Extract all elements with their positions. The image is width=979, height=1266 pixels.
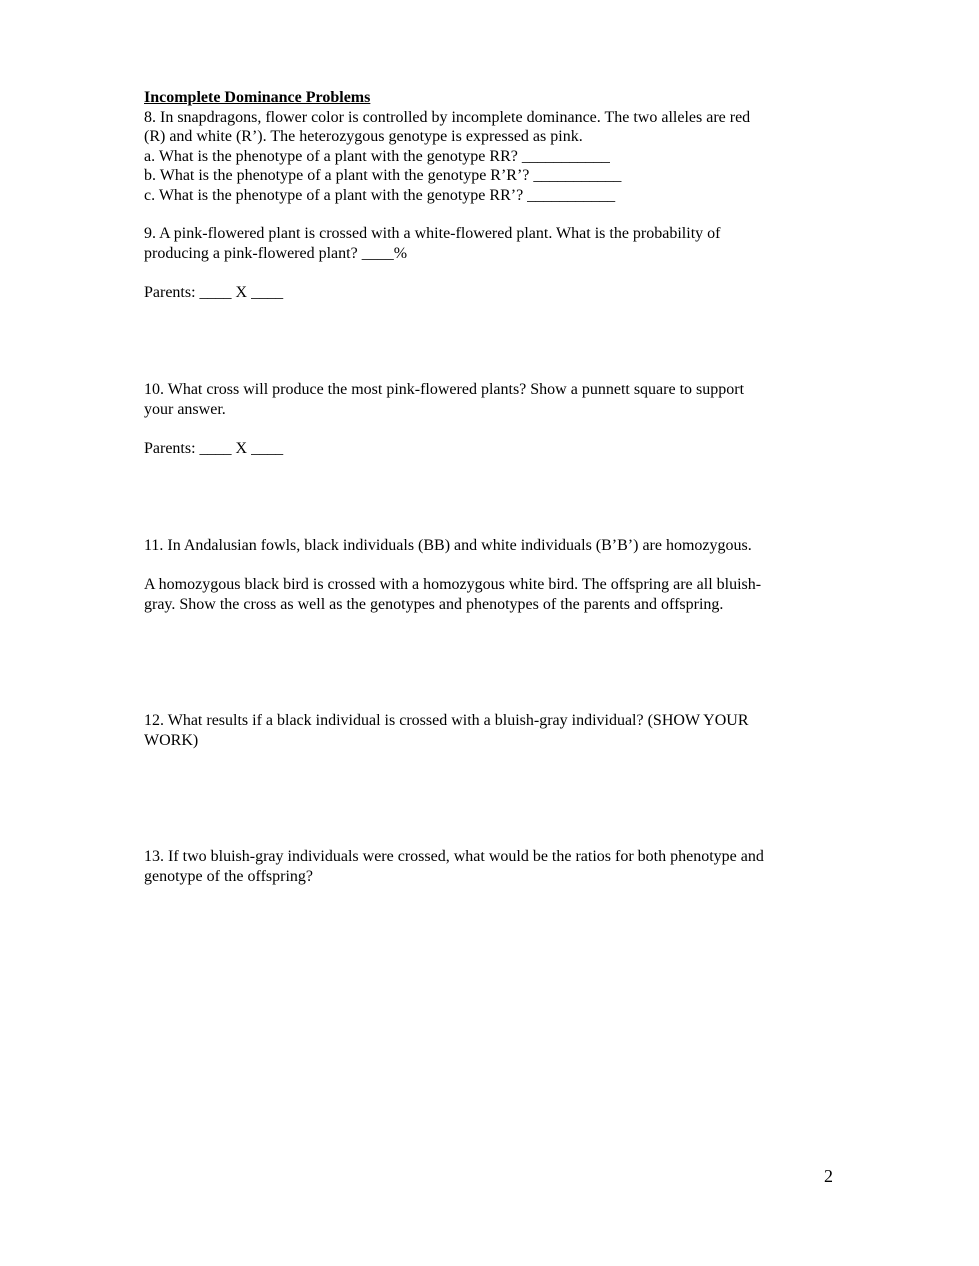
question-8b: b. What is the phenotype of a plant with the genotype R’R’? ___________: [144, 167, 622, 184]
question-13-text-line-2: genotype of the offspring?: [144, 867, 313, 885]
question-10-section: [144, 380, 844, 419]
question-10-parents-line: Parents: ____ X ____: [144, 440, 284, 457]
question-8-text-line-2: (R) and white (R’). The heterozygous genotype is expressed as pink.: [144, 128, 583, 145]
question-13-text-line-1: 13. If two bluish-gray individuals were crossed, what would be the ratios for both phenotype and: [144, 848, 764, 865]
question-9-parents: [144, 283, 844, 303]
question-11-paragraph-2: [144, 575, 844, 614]
question-9-section: [144, 224, 844, 263]
question-11-text-line-1: 11. In Andalusian fowls, black individuals (BB) and white individuals (B’B’) are homozygous.: [144, 537, 752, 554]
question-9-text-line-2: producing a pink-flowered plant? ____%: [144, 244, 408, 262]
question-10-parents: [144, 439, 844, 459]
question-8-section: [144, 88, 844, 205]
question-13-section: [144, 847, 844, 886]
page-number: 2: [824, 1166, 833, 1186]
question-8c: c. What is the phenotype of a plant with the genotype RR’? ___________: [144, 186, 616, 204]
question-9-text-line-1: 9. A pink-flowered plant is crossed with a white-flowered plant. What is the probability of: [144, 225, 721, 242]
question-9-parents-line: Parents: ____ X ____: [144, 284, 284, 301]
question-12-section: [144, 711, 844, 750]
question-8-text-line-1: 8. In snapdragons, flower color is controlled by incomplete dominance. The two alleles are red: [144, 108, 751, 126]
question-11-section: [144, 536, 844, 556]
question-10-text-line-2: your answer.: [144, 400, 226, 418]
question-8a: a. What is the phenotype of a plant with the genotype RR? ___________: [144, 147, 610, 165]
question-10-text-line-1: 10. What cross will produce the most pink-flowered plants? Show a punnett square to support: [144, 381, 745, 398]
question-11-para2-line-2: gray. Show the cross as well as the genotypes and phenotypes of the parents and offspring.: [144, 595, 724, 613]
question-11-para2-line-1: A homozygous black bird is crossed with a homozygous white bird. The offspring are all bluish-: [144, 576, 762, 593]
question-12-text-line-2: WORK): [144, 731, 199, 749]
section-heading: Incomplete Dominance Problems: [144, 89, 371, 106]
question-12-text-line-1: 12. What results if a black individual is crossed with a bluish-gray individual? (SHOW YOUR: [144, 712, 749, 729]
